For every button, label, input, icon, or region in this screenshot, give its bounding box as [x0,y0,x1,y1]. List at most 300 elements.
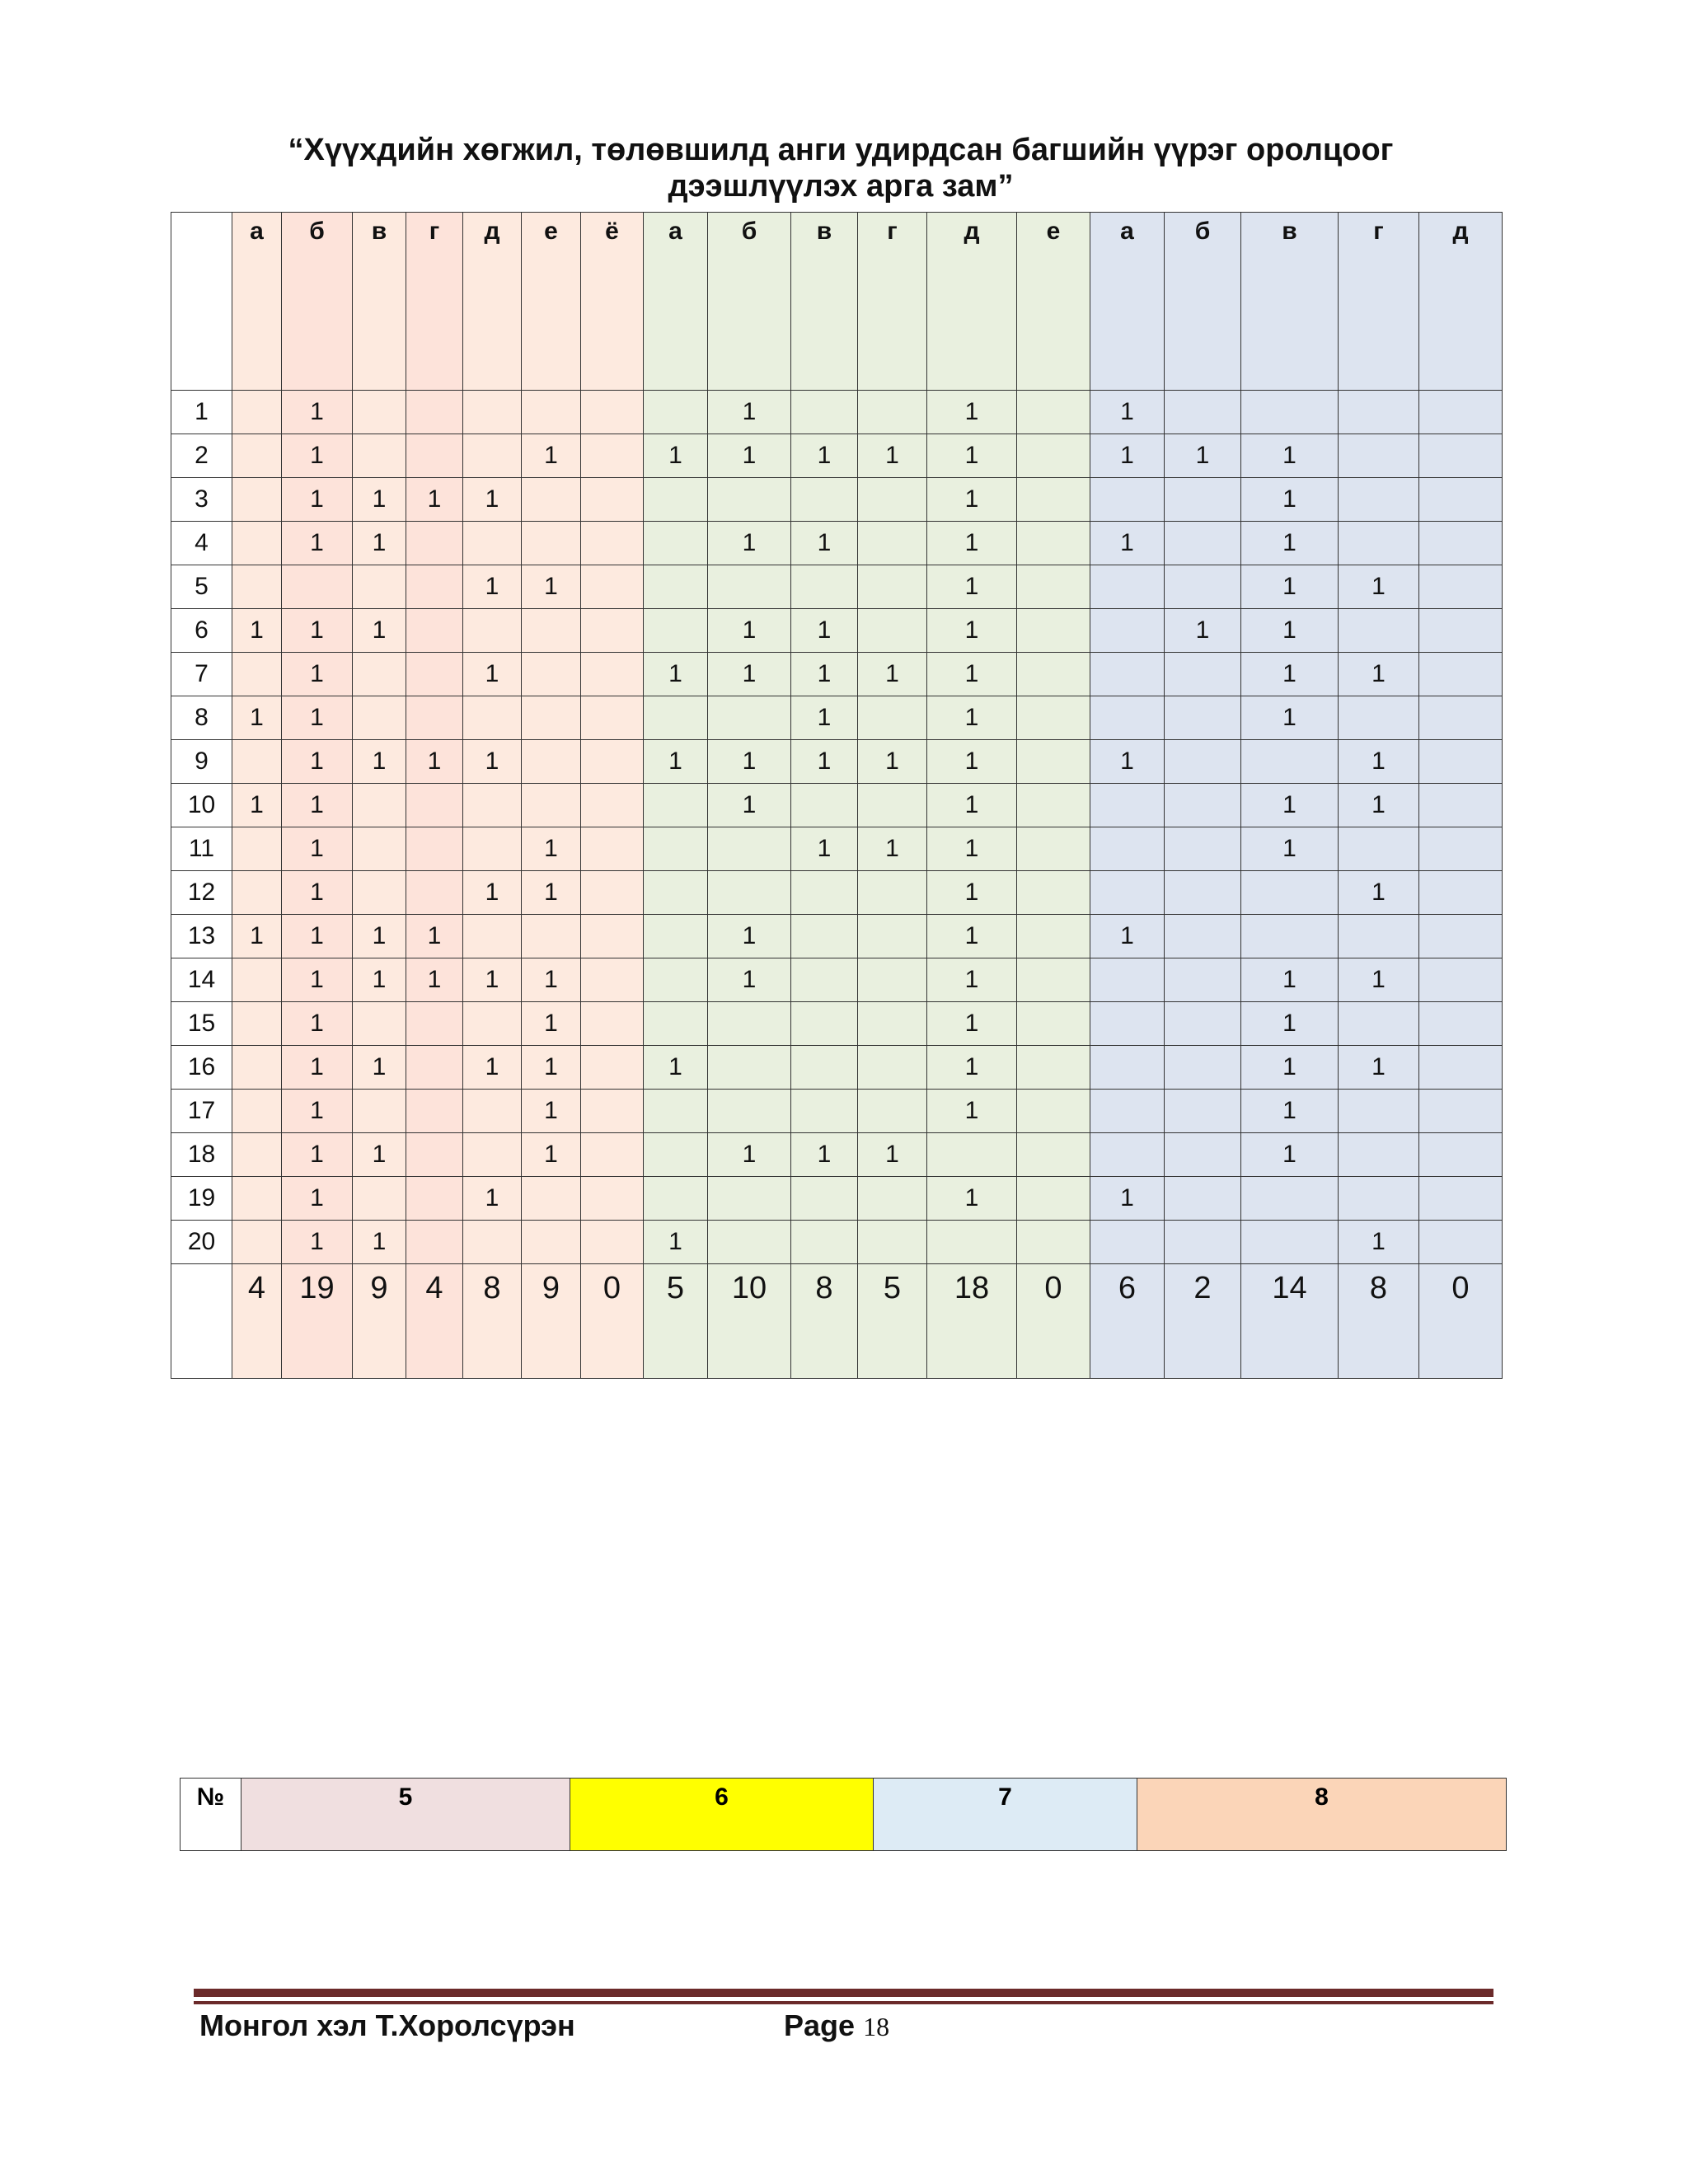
tally-cell [1017,1002,1090,1046]
tally-cell [1419,784,1503,827]
tally-cell: 1 [927,696,1017,740]
tally-cell: 1 [1339,653,1419,696]
tally-cell [791,871,858,915]
tally-cell: 1 [858,434,927,478]
tally-cell [581,1133,644,1177]
tally-cell [1339,1090,1419,1133]
tally-cell: 1 [1241,827,1339,871]
tally-cell [1090,609,1165,653]
total-cell: 2 [1165,1264,1241,1379]
total-cell: 5 [644,1264,708,1379]
tally-cell: 1 [708,915,791,958]
tally-cell [1165,522,1241,565]
tally-cell: 1 [463,478,522,522]
tally-cell [858,958,927,1002]
tally-cell: 1 [406,958,463,1002]
totals-row [171,1264,1503,1379]
tally-cell: 1 [522,565,581,609]
tally-cell: 1 [406,740,463,784]
tally-cell [1090,1090,1165,1133]
tally-cell [1090,784,1165,827]
tally-cell [581,958,644,1002]
tally-cell: 1 [1165,434,1241,478]
tally-cell [406,391,463,434]
tally-cell [708,565,791,609]
tally-cell: 1 [282,434,353,478]
tally-cell [644,1177,708,1221]
tally-cell [1339,1002,1419,1046]
legend-table [180,1778,1507,1851]
tally-cell: 1 [708,391,791,434]
legend-grade-cell: 7 [874,1779,1137,1851]
tally-cell [353,696,406,740]
tally-cell [581,522,644,565]
tally-cell: 1 [927,609,1017,653]
tally-cell: 1 [522,434,581,478]
tally-cell: 1 [232,915,282,958]
table-row [171,1221,1503,1264]
tally-cell: 1 [708,958,791,1002]
tally-cell: 1 [1241,1133,1339,1177]
tally-cell [858,1090,927,1133]
tally-cell [1419,740,1503,784]
column-header: е [1017,213,1090,391]
tally-cell [1241,1221,1339,1264]
tally-cell [463,1221,522,1264]
tally-cell [232,565,282,609]
tally-cell [1017,1090,1090,1133]
column-header: в [791,213,858,391]
tally-cell: 1 [463,740,522,784]
tally-cell: 1 [927,565,1017,609]
tally-cell [522,478,581,522]
tally-cell: 1 [858,827,927,871]
tally-cell: 1 [282,522,353,565]
tally-cell: 1 [232,696,282,740]
legend-grade-cell: 5 [241,1779,570,1851]
row-number-cell: 5 [171,565,232,609]
tally-cell: 1 [353,740,406,784]
tally-cell [1165,1221,1241,1264]
tally-cell [644,915,708,958]
tally-cell [406,696,463,740]
total-cell: 8 [463,1264,522,1379]
tally-cell: 1 [927,653,1017,696]
tally-cell [708,827,791,871]
tally-cell [708,1221,791,1264]
tally-cell [708,1177,791,1221]
tally-cell: 1 [858,740,927,784]
tally-cell [1419,1221,1503,1264]
tally-cell: 1 [708,522,791,565]
tally-cell: 1 [522,827,581,871]
tally-cell [463,827,522,871]
tally-cell [406,1177,463,1221]
tally-cell: 1 [644,653,708,696]
tally-cell: 1 [1241,653,1339,696]
tally-cell [1165,915,1241,958]
tally-cell [1419,1046,1503,1090]
tally-cell: 1 [353,958,406,1002]
tally-cell [791,1046,858,1090]
tally-cell: 1 [282,740,353,784]
column-header: а [232,213,282,391]
tally-cell: 1 [1241,958,1339,1002]
tally-cell [644,827,708,871]
table-row [171,1046,1503,1090]
tally-cell: 1 [644,1221,708,1264]
tally-cell: 1 [522,1090,581,1133]
tally-cell [522,784,581,827]
total-cell: 0 [1419,1264,1503,1379]
total-cell: 0 [1017,1264,1090,1379]
tally-cell [1339,1133,1419,1177]
tally-cell [708,1046,791,1090]
tally-cell [708,1002,791,1046]
tally-cell: 1 [1241,1090,1339,1133]
tally-cell [581,1090,644,1133]
total-cell: 9 [522,1264,581,1379]
tally-cell [1017,1133,1090,1177]
tally-cell: 1 [791,609,858,653]
tally-cell [1419,565,1503,609]
tally-cell: 1 [1339,565,1419,609]
tally-table [171,212,1503,1379]
tally-cell: 1 [1241,784,1339,827]
tally-cell [1339,434,1419,478]
tally-cell [1090,696,1165,740]
row-number-cell: 8 [171,696,232,740]
tally-cell [927,1133,1017,1177]
tally-cell: 1 [463,871,522,915]
row-number-cell: 9 [171,740,232,784]
tally-cell [581,478,644,522]
tally-cell: 1 [1241,1002,1339,1046]
total-cell: 8 [1339,1264,1419,1379]
tally-cell [1165,958,1241,1002]
tally-cell [791,915,858,958]
table-row [171,1133,1503,1177]
tally-cell [644,1090,708,1133]
tally-cell [353,1177,406,1221]
tally-cell: 1 [927,1002,1017,1046]
tally-cell: 1 [353,522,406,565]
tally-cell [232,434,282,478]
tally-cell [353,1002,406,1046]
tally-cell [406,522,463,565]
tally-cell [232,958,282,1002]
total-cell: 10 [708,1264,791,1379]
tally-cell: 1 [1090,434,1165,478]
tally-cell [581,434,644,478]
tally-cell: 1 [858,653,927,696]
tally-cell [1090,653,1165,696]
tally-cell: 1 [927,434,1017,478]
tally-cell: 1 [353,478,406,522]
tally-cell [791,784,858,827]
tally-cell [1017,915,1090,958]
tally-cell: 1 [791,653,858,696]
tally-cell [791,1221,858,1264]
tally-cell [858,609,927,653]
tally-cell [1241,915,1339,958]
tally-cell: 1 [282,478,353,522]
tally-cell: 1 [282,696,353,740]
tally-cell [791,1002,858,1046]
table-row [171,958,1503,1002]
table-row [171,1177,1503,1221]
tally-cell: 1 [282,1046,353,1090]
tally-cell [463,784,522,827]
tally-cell: 1 [282,1002,353,1046]
tally-cell: 1 [1339,784,1419,827]
tally-cell [581,740,644,784]
tally-cell [232,522,282,565]
tally-cell [791,958,858,1002]
tally-cell: 1 [927,1090,1017,1133]
tally-cell [858,1002,927,1046]
total-cell: 9 [353,1264,406,1379]
tally-cell [1419,871,1503,915]
tally-cell: 1 [1241,478,1339,522]
tally-cell [858,871,927,915]
column-header: ё [581,213,644,391]
tally-cell [581,1221,644,1264]
table-row [171,696,1503,740]
tally-cell: 1 [791,522,858,565]
row-number-cell: 13 [171,915,232,958]
footer-author: Монгол хэл Т.Хоролсүрэн [199,2008,575,2042]
legend-row [181,1779,1507,1851]
tally-cell: 1 [353,915,406,958]
tally-cell [1017,434,1090,478]
total-cell: 4 [232,1264,282,1379]
tally-cell: 1 [463,1046,522,1090]
tally-cell: 1 [1339,871,1419,915]
table-row [171,391,1503,434]
tally-cell: 1 [1241,1046,1339,1090]
tally-cell [406,1133,463,1177]
tally-cell [858,696,927,740]
tally-cell: 1 [463,1177,522,1221]
tally-cell: 1 [1090,522,1165,565]
tally-cell [858,1046,927,1090]
tally-cell [232,1177,282,1221]
tally-cell [1090,478,1165,522]
tally-cell [581,1002,644,1046]
tally-cell [1017,391,1090,434]
column-header: б [708,213,791,391]
tally-cell [406,784,463,827]
tally-cell: 1 [791,1133,858,1177]
table-row [171,1002,1503,1046]
tally-cell [353,391,406,434]
tally-cell: 1 [1339,958,1419,1002]
tally-cell [581,827,644,871]
tally-cell [858,784,927,827]
tally-cell: 1 [353,1221,406,1264]
tally-cell [353,827,406,871]
tally-cell: 1 [282,1177,353,1221]
table-row [171,522,1503,565]
tally-cell [406,1221,463,1264]
tally-cell [791,478,858,522]
tally-cell: 1 [282,1221,353,1264]
tally-cell [1419,609,1503,653]
tally-cell: 1 [522,1002,581,1046]
tally-cell [1419,522,1503,565]
tally-cell [522,522,581,565]
tally-cell [1017,522,1090,565]
tally-cell [858,478,927,522]
tally-cell [353,653,406,696]
tally-cell [581,565,644,609]
tally-cell [644,871,708,915]
column-header: г [858,213,927,391]
column-header: б [1165,213,1241,391]
tally-cell [232,478,282,522]
table-row [171,609,1503,653]
tally-cell [1090,1046,1165,1090]
tally-cell [1090,958,1165,1002]
tally-cell [1339,1177,1419,1221]
column-header: д [927,213,1017,391]
row-number-cell [171,1264,232,1379]
tally-cell [1165,1177,1241,1221]
tally-cell [1339,827,1419,871]
tally-cell: 1 [232,609,282,653]
tally-cell [1017,478,1090,522]
header-row [171,213,1503,391]
tally-cell: 1 [927,1046,1017,1090]
tally-cell [1090,827,1165,871]
tally-cell: 1 [708,434,791,478]
tally-cell [1419,653,1503,696]
tally-cell [1090,565,1165,609]
tally-cell [1339,478,1419,522]
title-line-1: “Хүүхдийн хөгжил, төлөвшилд анги удирдсан багшийн үүрэг оролцоог [288,133,1394,167]
tally-cell [1419,1002,1503,1046]
tally-cell: 1 [1090,391,1165,434]
tally-cell [581,915,644,958]
tally-cell [1419,915,1503,958]
tally-cell [1241,740,1339,784]
table-row [171,478,1503,522]
tally-cell [463,391,522,434]
tally-cell: 1 [1339,740,1419,784]
footer-page-label: Page [784,2008,856,2042]
column-header: в [1241,213,1339,391]
tally-cell [1241,391,1339,434]
tally-cell: 1 [927,391,1017,434]
tally-cell [232,653,282,696]
tally-cell [1017,1046,1090,1090]
total-cell: 18 [927,1264,1017,1379]
tally-cell [644,696,708,740]
tally-cell [1339,522,1419,565]
tally-cell: 1 [522,958,581,1002]
tally-cell [1419,478,1503,522]
row-number-cell: 10 [171,784,232,827]
tally-cell: 1 [282,827,353,871]
tally-cell: 1 [858,1133,927,1177]
tally-cell: 1 [522,1133,581,1177]
tally-cell [1165,1133,1241,1177]
tally-cell [644,391,708,434]
tally-cell [232,827,282,871]
row-number-cell: 1 [171,391,232,434]
tally-cell: 1 [406,478,463,522]
tally-cell [1419,1090,1503,1133]
tally-cell: 1 [927,958,1017,1002]
tally-cell [581,784,644,827]
tally-cell [1165,478,1241,522]
column-header: а [644,213,708,391]
column-header: д [1419,213,1503,391]
table-row [171,653,1503,696]
tally-cell [644,784,708,827]
column-header: е [522,213,581,391]
tally-cell [858,522,927,565]
footer-rule-thin [194,2001,1493,2004]
tally-cell [1339,609,1419,653]
footer-page [784,2008,889,2043]
tally-cell: 1 [791,434,858,478]
row-number-cell: 15 [171,1002,232,1046]
tally-cell [1419,1177,1503,1221]
tally-cell [1017,784,1090,827]
tally-cell: 1 [353,1046,406,1090]
tally-cell [858,391,927,434]
tally-cell [581,1177,644,1221]
row-number-cell: 2 [171,434,232,478]
total-cell: 5 [858,1264,927,1379]
footer-rule-thick [194,1989,1493,1997]
tally-cell [1165,784,1241,827]
tally-cell [463,522,522,565]
tally-cell [858,915,927,958]
row-number-cell: 3 [171,478,232,522]
tally-cell [406,1002,463,1046]
tally-cell [1339,391,1419,434]
tally-cell [522,915,581,958]
tally-cell [1419,696,1503,740]
tally-cell: 1 [1339,1221,1419,1264]
tally-cell [463,1133,522,1177]
tally-cell [232,740,282,784]
tally-cell [791,1090,858,1133]
tally-cell [282,565,353,609]
tally-cell: 1 [644,740,708,784]
row-number-cell: 20 [171,1221,232,1264]
row-number-cell: 19 [171,1177,232,1221]
tally-cell [1165,653,1241,696]
tally-cell [1241,1177,1339,1221]
tally-cell: 1 [522,1046,581,1090]
legend-number-label: № [181,1779,241,1851]
tally-cell: 1 [927,915,1017,958]
tally-cell [1165,871,1241,915]
row-number-cell: 16 [171,1046,232,1090]
tally-cell: 1 [1241,434,1339,478]
column-header: в [353,213,406,391]
title-line-2: дээшлүүлэх арга зам” [668,169,1014,204]
page-title [165,132,1517,204]
total-cell: 4 [406,1264,463,1379]
tally-cell: 1 [282,871,353,915]
tally-cell: 1 [927,1177,1017,1221]
tally-cell [463,915,522,958]
